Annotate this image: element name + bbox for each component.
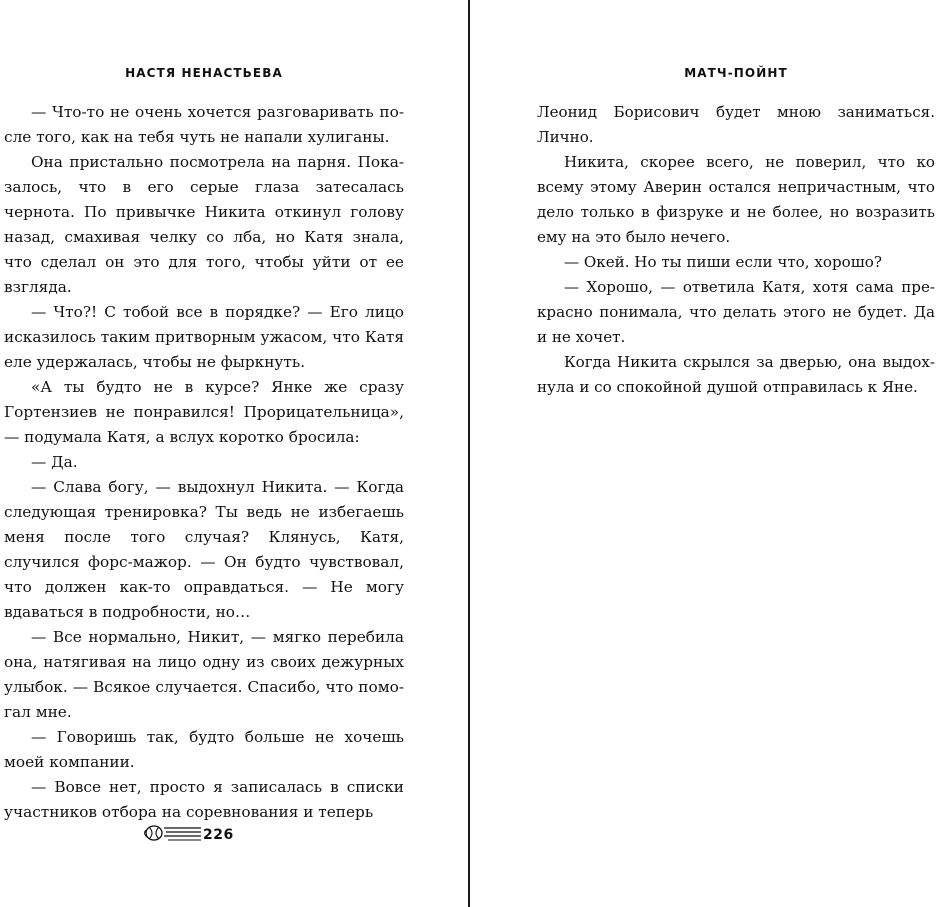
continued-paragraph: Леонид Борисович будет мною заниматься. Лично. <box>537 103 935 146</box>
paragraph: «А ты будто не в курсе? Янке же сразу Гортензиев не понравился! Прорицательница», — подумала Катя, а вслух коротко бросила: <box>4 378 404 446</box>
running-head-title: МАТЧ-ПОЙНТ <box>684 66 788 80</box>
page-folio <box>144 820 234 846</box>
page-number: 226 <box>203 826 234 843</box>
left-page-text <box>4 100 404 825</box>
paragraph: — Все нормально, Никит, — мягко перебила она, натягивая на лицо одну из своих дежурных улыбок. — Всякое случается. Спасибо, что помогал мне. <box>4 628 404 721</box>
paragraph: — Слава богу, — выдохнул Никита. — Когда следующая тренировка? Ты ведь не избегаешь меня после того случая? Клянусь, Катя, случился форс-мажор. — Он будто чувствовал, что должен как-то оправдаться. — Не могу вдаваться в подробности, но… <box>4 478 404 621</box>
page-gutter-divider <box>468 0 470 907</box>
paragraph: — Да. <box>31 453 78 471</box>
paragraph: — Говоришь так, будто больше не хочешь моей компании. <box>4 728 404 771</box>
paragraph: Никита, скорее всего, не поверил, что ко всему этому Аверин остался непричастным, что дело только в физруке и не более, но возразить ему на это было нечего. <box>537 153 935 246</box>
paragraph: — Окей. Но ты пиши если что, хорошо? <box>564 253 882 271</box>
paragraph: — Вовсе нет, просто я записалась в списки участников отбора на соревнования и теперь <box>4 778 404 821</box>
paragraph: Когда Никита скрылся за дверью, она выдохнула и со спокойной душой отправилась к Яне. <box>537 353 935 396</box>
paragraph: — Что?! С тобой все в порядке? — Его лицо исказилось таким притворным ужасом, что Катя еле удержалась, чтобы не фыркнуть. <box>4 303 404 371</box>
tennis-ball-speed-lines-icon <box>144 822 202 844</box>
paragraph: Она пристально посмотрела на парня. Показалось, что в его серые глаза затесалась чернота. По привычке Никита откинул голову назад, смахивая челку со лба, но Катя знала, что сделал он это для того, чтобы уйти от ее взгляда. <box>4 153 404 296</box>
running-head-author: НАСТЯ НЕНАСТЬЕВА <box>125 66 283 80</box>
paragraph: — Хорошо, — ответила Катя, хотя сама прекрасно понимала, что делать этого не будет. Да и не хочет. <box>537 278 935 346</box>
paragraph: — Что-то не очень хочется разговаривать после того, как на тебя чуть не напали хулиганы. <box>4 103 404 146</box>
right-page-text <box>537 100 935 400</box>
